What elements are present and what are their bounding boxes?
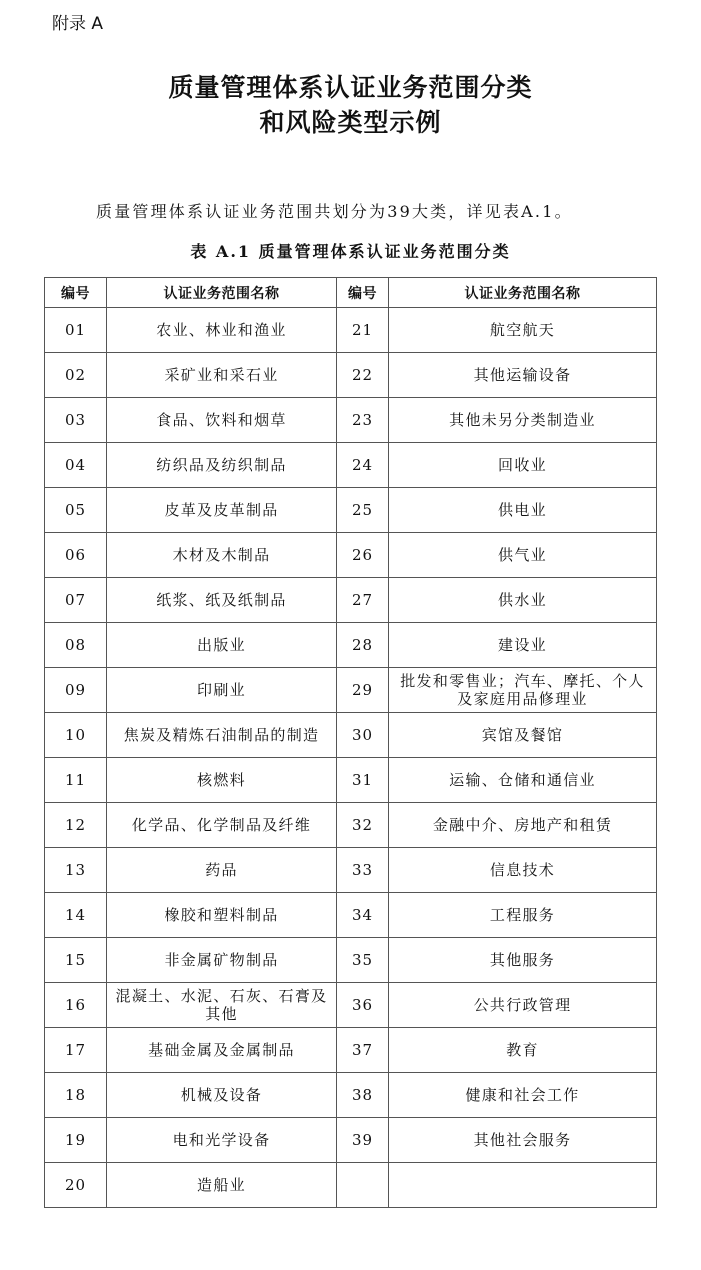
scope-number-cell: 27 bbox=[337, 578, 389, 623]
scope-name-cell: 木材及木制品 bbox=[107, 533, 337, 578]
table-row bbox=[45, 488, 657, 533]
table-row bbox=[45, 668, 657, 713]
table-row bbox=[45, 533, 657, 578]
scope-number-cell: 28 bbox=[337, 623, 389, 668]
scope-number-cell: 11 bbox=[45, 758, 107, 803]
scope-number-cell: 33 bbox=[337, 848, 389, 893]
scope-name-cell: 供电业 bbox=[389, 488, 657, 533]
scope-number-cell: 03 bbox=[45, 398, 107, 443]
scope-number-cell: 32 bbox=[337, 803, 389, 848]
scope-name-cell: 出版业 bbox=[107, 623, 337, 668]
table-row bbox=[45, 893, 657, 938]
table-caption: 表 A.1 质量管理体系认证业务范围分类 bbox=[190, 242, 511, 261]
scope-name-cell: 供水业 bbox=[389, 578, 657, 623]
scope-name-cell: 纸浆、纸及纸制品 bbox=[107, 578, 337, 623]
scope-name-cell: 核燃料 bbox=[107, 758, 337, 803]
header-name-right: 认证业务范围名称 bbox=[389, 278, 657, 308]
table-row bbox=[45, 623, 657, 668]
scope-name-cell: 金融中介、房地产和租赁 bbox=[389, 803, 657, 848]
table-row bbox=[45, 578, 657, 623]
scope-name-cell: 工程服务 bbox=[389, 893, 657, 938]
appendix-label: 附录 A bbox=[52, 14, 104, 34]
scope-number-cell: 01 bbox=[45, 308, 107, 353]
title-line-1: 质量管理体系认证业务范围分类 bbox=[168, 73, 533, 102]
scope-number-cell: 34 bbox=[337, 893, 389, 938]
scope-number-cell: 31 bbox=[337, 758, 389, 803]
scope-name-cell: 其他未另分类制造业 bbox=[389, 398, 657, 443]
scope-number-cell: 19 bbox=[45, 1118, 107, 1163]
scope-name-cell: 电和光学设备 bbox=[107, 1118, 337, 1163]
scope-number-cell: 17 bbox=[45, 1028, 107, 1073]
table-row bbox=[45, 848, 657, 893]
scope-number-cell: 14 bbox=[45, 893, 107, 938]
scope-name-cell: 宾馆及餐馆 bbox=[389, 713, 657, 758]
scope-number-cell: 09 bbox=[45, 668, 107, 713]
scope-name-cell: 皮革及皮革制品 bbox=[107, 488, 337, 533]
scope-name-cell: 橡胶和塑料制品 bbox=[107, 893, 337, 938]
scope-name-cell: 药品 bbox=[107, 848, 337, 893]
scope-number-cell: 05 bbox=[45, 488, 107, 533]
scope-name-cell: 公共行政管理 bbox=[389, 983, 657, 1028]
scope-number-cell: 26 bbox=[337, 533, 389, 578]
scope-name-cell: 混凝土、水泥、石灰、石膏及其他 bbox=[107, 983, 337, 1028]
scope-number-cell: 21 bbox=[337, 308, 389, 353]
scope-name-cell: 运输、仓储和通信业 bbox=[389, 758, 657, 803]
table-row bbox=[45, 308, 657, 353]
scope-name-cell: 焦炭及精炼石油制品的制造 bbox=[107, 713, 337, 758]
scope-name-cell: 供气业 bbox=[389, 533, 657, 578]
header-name-left: 认证业务范围名称 bbox=[107, 278, 337, 308]
scope-number-cell: 12 bbox=[45, 803, 107, 848]
scope-name-cell: 教育 bbox=[389, 1028, 657, 1073]
scope-number-cell: 06 bbox=[45, 533, 107, 578]
scope-name-cell: 其他服务 bbox=[389, 938, 657, 983]
scope-name-cell: 批发和零售业；汽车、摩托、个人及家庭用品修理业 bbox=[389, 668, 657, 713]
scope-name-cell: 航空航天 bbox=[389, 308, 657, 353]
scope-number-cell: 04 bbox=[45, 443, 107, 488]
scope-name-cell: 食品、饮料和烟草 bbox=[107, 398, 337, 443]
scope-name-cell: 其他社会服务 bbox=[389, 1118, 657, 1163]
table-row bbox=[45, 1073, 657, 1118]
table-header-row bbox=[45, 278, 657, 308]
scope-number-cell: 30 bbox=[337, 713, 389, 758]
scope-number-cell: 22 bbox=[337, 353, 389, 398]
scope-name-cell: 采矿业和采石业 bbox=[107, 353, 337, 398]
table-row bbox=[45, 983, 657, 1028]
table-row bbox=[45, 1163, 657, 1208]
scope-name-cell bbox=[389, 1163, 657, 1208]
table-row bbox=[45, 803, 657, 848]
table-body bbox=[45, 308, 657, 1208]
scope-name-cell: 基础金属及金属制品 bbox=[107, 1028, 337, 1073]
scope-number-cell: 02 bbox=[45, 353, 107, 398]
header-number-left: 编号 bbox=[45, 278, 107, 308]
scope-name-cell: 非金属矿物制品 bbox=[107, 938, 337, 983]
scope-number-cell: 23 bbox=[337, 398, 389, 443]
scope-name-cell: 建设业 bbox=[389, 623, 657, 668]
table-row bbox=[45, 1028, 657, 1073]
scope-number-cell: 38 bbox=[337, 1073, 389, 1118]
table-row bbox=[45, 938, 657, 983]
scope-name-cell: 机械及设备 bbox=[107, 1073, 337, 1118]
table-row bbox=[45, 1118, 657, 1163]
intro-paragraph: 质量管理体系认证业务范围共划分为39大类，详见表A.1。 bbox=[96, 202, 573, 221]
scope-name-cell: 造船业 bbox=[107, 1163, 337, 1208]
scope-number-cell: 08 bbox=[45, 623, 107, 668]
scope-name-cell: 回收业 bbox=[389, 443, 657, 488]
scope-name-cell: 其他运输设备 bbox=[389, 353, 657, 398]
scope-number-cell: 39 bbox=[337, 1118, 389, 1163]
scope-number-cell: 37 bbox=[337, 1028, 389, 1073]
table-row bbox=[45, 398, 657, 443]
scope-number-cell: 20 bbox=[45, 1163, 107, 1208]
scope-name-cell: 健康和社会工作 bbox=[389, 1073, 657, 1118]
scope-number-cell: 35 bbox=[337, 938, 389, 983]
scope-number-cell: 16 bbox=[45, 983, 107, 1028]
scope-number-cell: 36 bbox=[337, 983, 389, 1028]
title-line-2: 和风险类型示例 bbox=[259, 108, 442, 137]
header-number-right: 编号 bbox=[337, 278, 389, 308]
scope-number-cell: 07 bbox=[45, 578, 107, 623]
scope-number-cell: 25 bbox=[337, 488, 389, 533]
table-row bbox=[45, 353, 657, 398]
scope-number-cell: 10 bbox=[45, 713, 107, 758]
table-row bbox=[45, 758, 657, 803]
scope-number-cell: 13 bbox=[45, 848, 107, 893]
scope-number-cell: 15 bbox=[45, 938, 107, 983]
scope-number-cell: 29 bbox=[337, 668, 389, 713]
document-title bbox=[0, 70, 701, 140]
table-row bbox=[45, 443, 657, 488]
scope-name-cell: 印刷业 bbox=[107, 668, 337, 713]
scope-number-cell: 18 bbox=[45, 1073, 107, 1118]
scope-name-cell: 纺织品及纺织制品 bbox=[107, 443, 337, 488]
scope-table bbox=[44, 277, 657, 1208]
scope-name-cell: 化学品、化学制品及纤维 bbox=[107, 803, 337, 848]
table-row bbox=[45, 713, 657, 758]
scope-number-cell: 24 bbox=[337, 443, 389, 488]
scope-name-cell: 信息技术 bbox=[389, 848, 657, 893]
scope-number-cell bbox=[337, 1163, 389, 1208]
scope-name-cell: 农业、林业和渔业 bbox=[107, 308, 337, 353]
